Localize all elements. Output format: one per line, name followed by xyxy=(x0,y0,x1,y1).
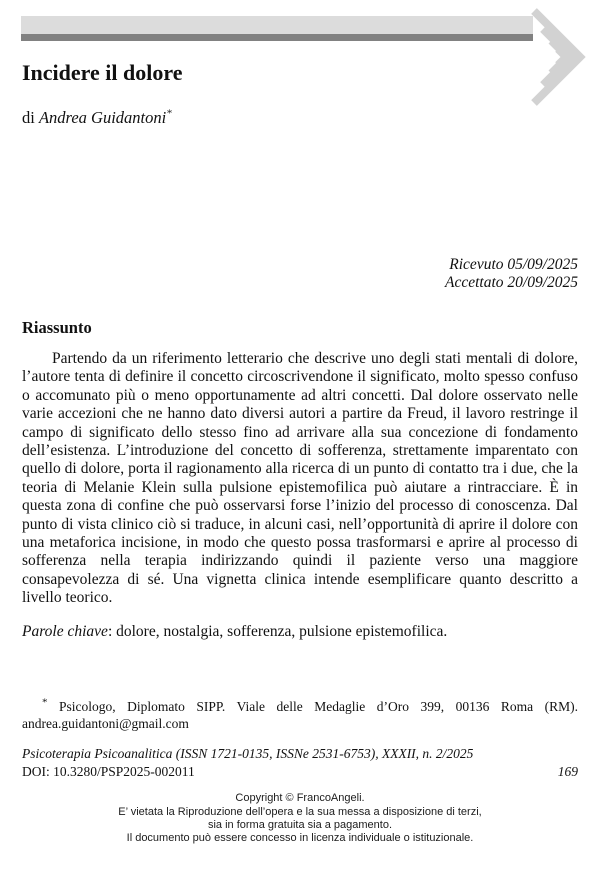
copyright-line: E’ vietata la Riproduzione dell’opera e la sua messa a disposizione di terzi, xyxy=(118,805,482,818)
copyright-line: sia in forma gratuita sia a pagamento. xyxy=(207,818,393,831)
abstract-text: Partendo da un riferimento letterario che descrive uno degli stati mentali di dolore, l’autore tenta di definire il concetto circoscrivendone il significato, molto spesso confuso o accomunato più o meno opportunamente ad altri concetti. Dal dolore osservato nelle varie accezioni che ne hanno dato diversi autori a partire da Freud, il lavoro restringe il campo di significato dello stesso fino ad arrivare alla sua concezione di fondamento dell’esistenza. L’introduzione del concetto di sofferenza, strettamente imparentato con quello di dolore, porta il ragionamento alla ricerca di un punto di contatto tra i due, che la teoria di Melanie Klein sulla pulsione epistemofilica può aiutare a rintracciare. È in questa zona di confine che può osservarsi forse l’inizio del processo di conoscenza. Dal punto di vista clinico ciò si traduce, in alcuni casi, nell’opportunità di aprire il dolore con una metaforica incisione, in modo che questo possa trasformarsi e aprire al processo di sofferenza nella terapia indirizzando quindi il paziente verso una maggiore consapevolezza di sé. Una vignetta clinica intende esemplificare quanto descritto a livello teorico. xyxy=(22,350,578,607)
byline-prefix: di xyxy=(22,108,39,127)
copyright-line: Il documento può essere concesso in licenza individuale o istituzionale. xyxy=(126,832,474,845)
footnote-text: Psicologo, Diplomato SIPP. Viale delle Medaglie d’Oro 399, 00136 Roma (RM). andrea.guidantoni@gmail.com xyxy=(22,699,578,731)
page-number: 169 xyxy=(557,763,578,779)
author-footnote xyxy=(22,696,578,732)
copyright-line: Copyright © FrancoAngeli. xyxy=(235,792,365,805)
byline xyxy=(22,108,578,128)
doi-row xyxy=(22,764,578,780)
journal-citation: Psicoterapia Psicoanalitica (ISSN 1721-0135, ISSNe 2531-6753), XXXII, n. 2/2025 xyxy=(22,746,474,762)
keywords-line xyxy=(22,623,578,641)
submission-dates xyxy=(22,256,578,292)
received-date: Ricevuto 05/09/2025 xyxy=(449,256,578,273)
abstract-heading: Riassunto xyxy=(22,318,92,337)
keywords-label: Parole chiave xyxy=(22,622,108,640)
doi: DOI: 10.3280/PSP2025-002011 xyxy=(22,763,195,779)
keywords-list: : dolore, nostalgia, sofferenza, pulsione epistemofilica. xyxy=(107,622,448,640)
author-name: Andrea Guidantoni xyxy=(38,108,167,127)
author-footnote-marker: * xyxy=(166,107,172,120)
footnote-marker: * xyxy=(42,696,48,709)
article-title: Incidere il dolore xyxy=(22,60,183,85)
accepted-date: Accettato 20/09/2025 xyxy=(444,274,578,291)
copyright-notice xyxy=(22,792,578,846)
